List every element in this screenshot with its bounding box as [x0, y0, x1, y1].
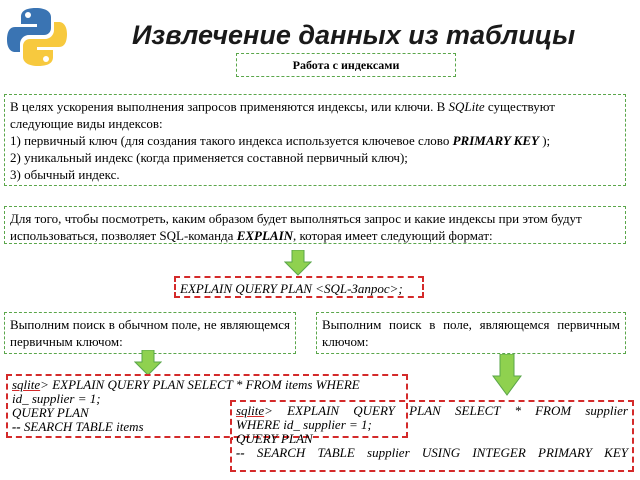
- page-title: Извлечение данных из таблицы: [132, 20, 576, 50]
- explain-description-box: Для того, чтобы посмотреть, каким образом будет выполняться запрос и какие индексы при этом будут использоваться, позволяет SQL-команда EXPLAIN, которая имеет следующий формат:: [4, 206, 626, 244]
- code-line: QUERY PLAN: [12, 405, 89, 420]
- index-types-box: [4, 94, 626, 186]
- primary-key-query-code: [230, 400, 634, 472]
- regular-field-search-box: Выполним поиск в обычном поле, не являющемся первичным ключом:: [4, 312, 296, 354]
- code-line: WHERE id_ supplier = 1;: [236, 417, 372, 432]
- index-type-3: 3) обычный индекс.: [10, 167, 120, 182]
- code-line: id_ supplier = 1;: [12, 391, 101, 406]
- code-line: sqlite> EXPLAIN QUERY PLAN SELECT * FROM items WHERE: [12, 377, 360, 392]
- code-line: -- SEARCH TABLE supplier USING INTEGER PRIMARY KEY: [236, 445, 628, 460]
- index-type-1: 1) первичный ключ (для создания такого индекса используется ключевое слово PRIMARY KEY );: [10, 133, 551, 148]
- intro-paragraph: В целях ускорения выполнения запросов применяются индексы, или ключи. В SQLite существуют следующие виды индексов:: [10, 99, 555, 131]
- python-logo-icon: [6, 6, 68, 68]
- section-subtitle: Работа с индексами: [236, 53, 456, 77]
- primary-key-search-box: Выполним поиск в поле, являющемся первичным ключом:: [316, 312, 626, 354]
- explain-syntax-box: EXPLAIN QUERY PLAN <SQL-Запрос>;: [174, 276, 424, 298]
- code-line: sqlite> EXPLAIN QUERY PLAN SELECT * FROM supplier: [236, 403, 628, 418]
- index-type-2: 2) уникальный индекс (когда применяется составной первичный ключ);: [10, 150, 408, 165]
- code-line: QUERY PLAN: [236, 431, 313, 446]
- down-arrow-icon: [492, 354, 522, 396]
- code-line: -- SEARCH TABLE items: [12, 419, 144, 434]
